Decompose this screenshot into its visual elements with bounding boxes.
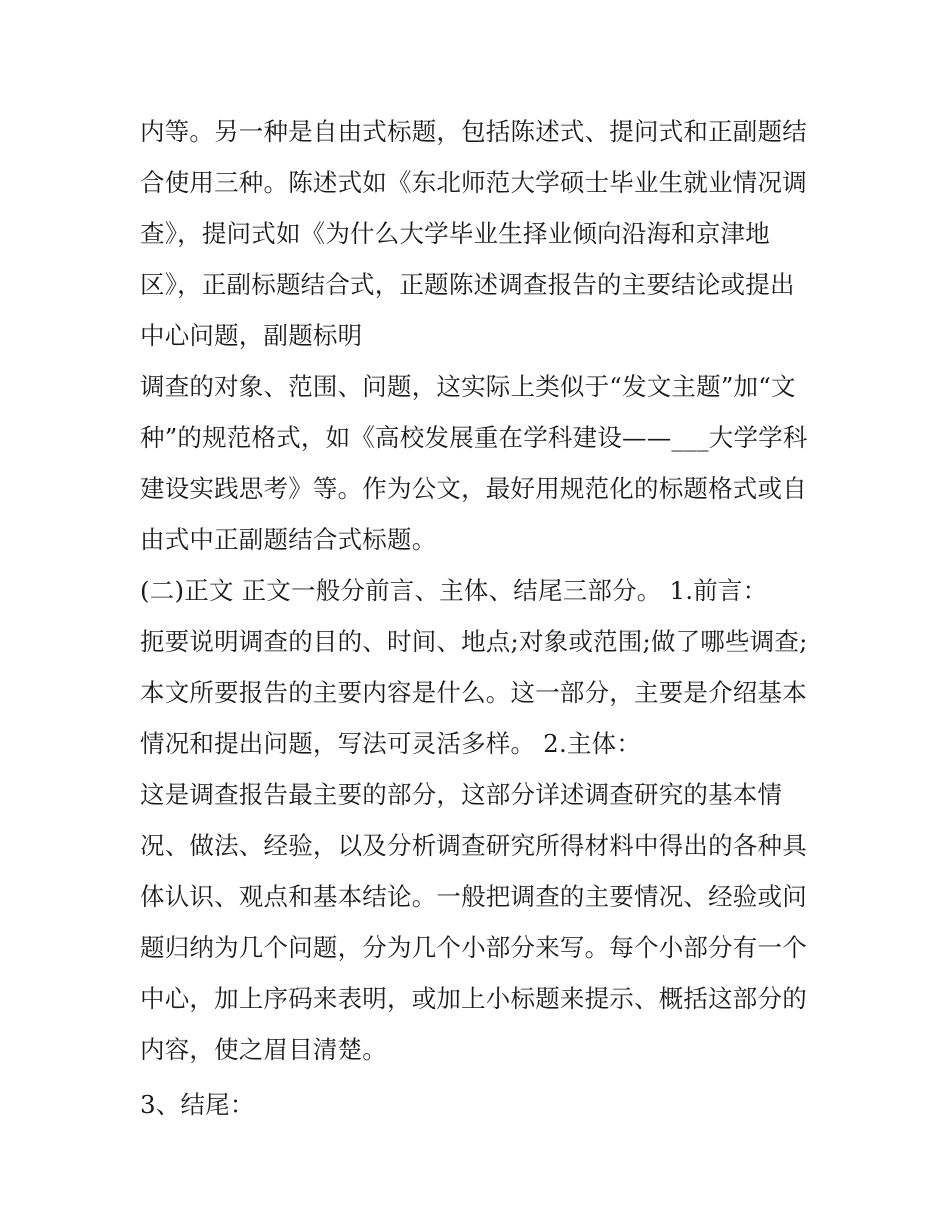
text-line-6: 调查的对象、范围、问题，这实际上类似于“发文主题”加“文: [140, 372, 796, 401]
text-line-12: 本文所要报告的主要内容是什么。这一部分，主要是介绍基本: [140, 678, 807, 707]
text-line-13: 情况和提出问题，写法可灵活多样。 2.主体：: [140, 729, 642, 758]
text-line-9: 由式中正副题结合式标题。: [140, 525, 437, 554]
text-line-7: 种”的规范格式，如《高校发展重在学科建设——___大学学科: [140, 423, 808, 452]
text-line-2: 合使用三种。陈述式如《东北师范大学硕士毕业生就业情况调: [140, 168, 807, 197]
text-line-8: 建设实践思考》等。作为公文，最好用规范化的标题格式或自: [140, 474, 807, 503]
text-line-20: 3、结尾：: [140, 1090, 255, 1119]
text-line-18: 中心，加上序码来表明，或加上小标题来提示、概括这部分的: [140, 984, 807, 1013]
text-line-15: 况、做法、经验，以及分析调查研究所得材料中得出的各种具: [140, 831, 807, 860]
text-line-14: 这是调查报告最主要的部分，这部分详述调查研究的基本情: [140, 780, 783, 809]
text-line-17: 题归纳为几个问题，分为几个小部分来写。每个小部分有一个: [140, 933, 807, 962]
text-line-1: 内等。另一种是自由式标题，包括陈述式、提问式和正副题结: [140, 117, 807, 146]
text-line-10: (二)正文 正文一般分前言、主体、结尾三部分。 1.前言：: [140, 576, 768, 605]
text-line-4: 区》，正副标题结合式，正题陈述调查报告的主要结论或提出: [140, 270, 795, 299]
body-text: [140, 106, 820, 1130]
text-line-11: 扼要说明调查的目的、时间、地点;对象或范围;做了哪些调查;: [140, 627, 808, 656]
text-line-5: 中心问题，副题标明: [140, 321, 363, 350]
text-line-19: 内容，使之眉目清楚。: [140, 1035, 387, 1064]
text-line-16: 体认识、观点和基本结论。一般把调查的主要情况、经验或问: [140, 882, 807, 911]
text-line-3: 查》，提问式如《为什么大学毕业生择业倾向沿海和京津地: [140, 219, 770, 248]
